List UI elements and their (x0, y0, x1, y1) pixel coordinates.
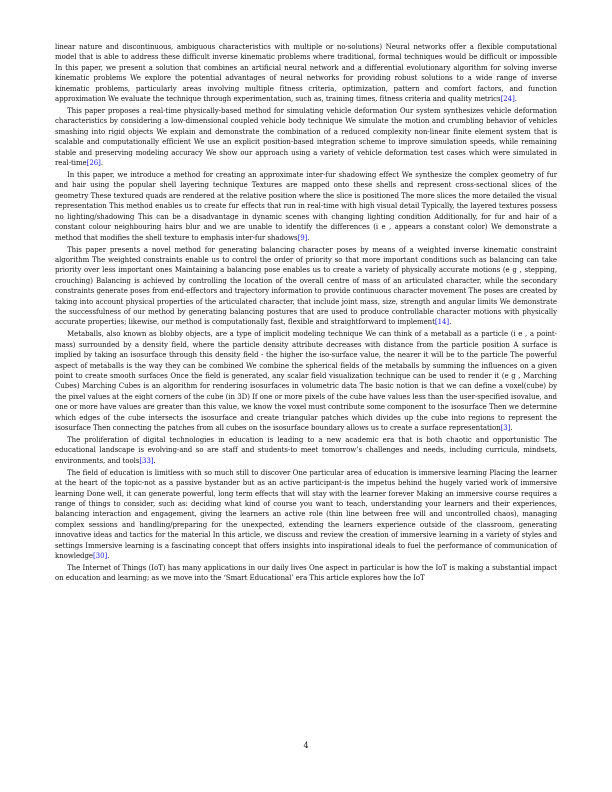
page-number: 4 (303, 741, 309, 750)
sentence-end: . (107, 552, 110, 561)
body-text (55, 42, 557, 585)
paragraph (55, 245, 557, 328)
paragraph (55, 563, 557, 584)
paragraph (55, 468, 557, 562)
citation-link[interactable]: [9] (297, 233, 308, 242)
citation-link[interactable]: [14] (434, 318, 450, 327)
sentence-end: . (307, 233, 310, 242)
paragraph-text: The proliferation of digital technologies in education is leading to a new academic era that is both chaotic and opportunistic The educational landscape is evolving-and so are staff and students-to meet tomorrow’s challenges and needs, including curricula, mindsets, environments, and tools (55, 436, 557, 465)
citation-link[interactable]: [24] (500, 95, 515, 104)
citation-link[interactable]: [30] (93, 552, 108, 561)
paragraph-text: This paper presents a novel method for generating balancing character poses by means of a weighted inverse kinematic constraint algorithm The weighted constraints enable us to control the order of priority so that more important conditions such as balancing can take priority over less important ones Maintaining a balancing pose enables us to create a variety of physically accurate motions (e g , stepping, crouching) Balancing is achieved by controlling the location of the overall centre of mass of an articulated character, while the secondary constraints generate poses from end-effectors and trajectory information to provide continuous character movement The poses are created by taking into account physical properties of the articulated character, that include joint mass, size, strength and angular limits We demonstrate the successfulness of our method by generating balancing postures that are used to produce controllable character motions with physically accurate properties; likewise, our method is computationally fast, flexible and straightforward to implement (55, 245, 557, 327)
paragraph-text: The Internet of Things (IoT) has many applications in our daily lives One aspect in particular is how the IoT is making a substantial impact on education and learning; as we move into the ‘Smart Educational’ era This article explores how the IoT (55, 564, 557, 583)
paragraph (55, 435, 557, 466)
paragraph (55, 329, 557, 433)
sentence-end: . (514, 95, 517, 104)
paragraph (55, 42, 557, 104)
citation-link[interactable]: [26] (86, 159, 101, 168)
citation-link[interactable]: [3] (500, 424, 511, 432)
sentence-end: . (100, 159, 104, 168)
sentence-end: . (449, 318, 452, 327)
citation-link[interactable]: [33] (139, 456, 154, 465)
paragraph (55, 170, 557, 243)
paragraph-text: linear nature and discontinuous, ambiguous characteristics with multiple or no-solutions) Neural networks offer a flexible computational model that is able to address these difficult inverse kinematic problems where traditional, formal techniques would be difficult or impossible In this paper, we present a solution that combines an artificial neural network and a differential evolutionary algorithm for solving inverse kinematic problems We explore the potential advantages of neural networks for providing robust solutions to a wide range of inverse kinematic problems, particularly areas involving multiple fitness criteria, optimization, pattern and comfort factors, and function approximation We evaluate the technique through experimentation, such as, training times, fitness criteria and quality metrics (55, 43, 557, 104)
sentence-end: . (153, 456, 156, 465)
paragraph-text: This paper proposes a real-time physically-based method for simulating vehicle deformation Our system synthesizes vehicle deformation characteristics by considering a low-dimensional coupled vehicle body technique We simulate the motion and crumbling behavior of vehicles smashing into rigid objects We explain and demonstrate the combination of a reduced complexity non-linear finite element system that is scalable and computationally efficient We use an explicit position-based integration scheme to improve simulation speeds, while remaining stable and preserving modeling accuracy We show our approach using a variety of vehicle deformation test cases which were simulated in real-time (55, 107, 557, 168)
paragraph (55, 106, 557, 168)
paragraph-text: The field of education is limitless with so much still to discover One particular area of education is immersive learning Placing the learner at the heart of the topic-not as a passive bystander but as an active participant-is the impetus behind the hugely varied work of immersive learning Done well, it can generate powerful, long term effects that will stay with the learner forever Making an immersive course requires a range of things to consider, such as: deciding what kind of course you want to teach, understanding your learners and their experiences, balancing interaction and engagement, giving the learners an active role (thin line between free will and uncontrolled chaos), managing complex sessions and handling/preparing for the unexpected, extending the learners experience outside of the classroom, generating innovative ideas and tactics for the material In this article, we discuss and review the creation of immersive learning in a variety of styles and settings Immersive learning is a fascinating concept that offers insights into inspirational ideals to fuel the performance of communication of knowledge (55, 468, 557, 561)
paragraph-text: In this paper, we introduce a method for creating an approximate inter-fur shadowing effect We synthesize the complex geometry of fur and hair using the popular shell layering technique Textures are mapped onto these shells and represent cross-sectional slices of the geometry These textured quads are rendered at the relative position where the slice is positioned The more slices the more detailed the visual representation This method enables us to create fur effects that run in real-time with high visual detail Typically, the layered textures possess no lighting/shadowing This can be a disadvantage in dynamic scenes with changing lighting condition Additionally, for fur and hair of a constant colour neighbouring hairs blur and we are unable to identify the differences (i e , appears a constant color) We demonstrate a method that modifies the shell texture to emphasis inter-fur shadows (55, 171, 557, 242)
sentence-end: . (510, 424, 513, 432)
paragraph-text: Metaballs, also known as blobby objects, are a type of implicit modeling technique We can think of a metaball as a particle (i e , a point-mass) surrounded by a density field, where the particle density attribute decreases with distance from the particle position A surface is implied by taking an isosurface through this density field - the higher the iso-surface value, the nearer it will be to the particle The powerful aspect of metaballs is the way they can be combined We combine the spherical fields of the metaballs by summing the influences on a given point to create smooth surfaces Once the field is generated, any scalar field visualization technique can be used to render it (e g , Marching Cubes) Marching Cubes is an algorithm for rendering isosurfaces in volumetric data The basic notion is that we can define a voxel(cube) by the pixel values at the eight corners of the cube (in 3D) If one or more pixels of the cube have values less than the user-specified isovalue, and one or more have values are greater than this value, we know the voxel must contribute some component to the isosurface Then we determine which edges of the cube intersects the isosurface and create triangular patches which divides up the cube into regions to represent the isosurface Then connecting the patches from all cubes on the isosurface boundary allows us to create a surface representation (55, 330, 557, 432)
